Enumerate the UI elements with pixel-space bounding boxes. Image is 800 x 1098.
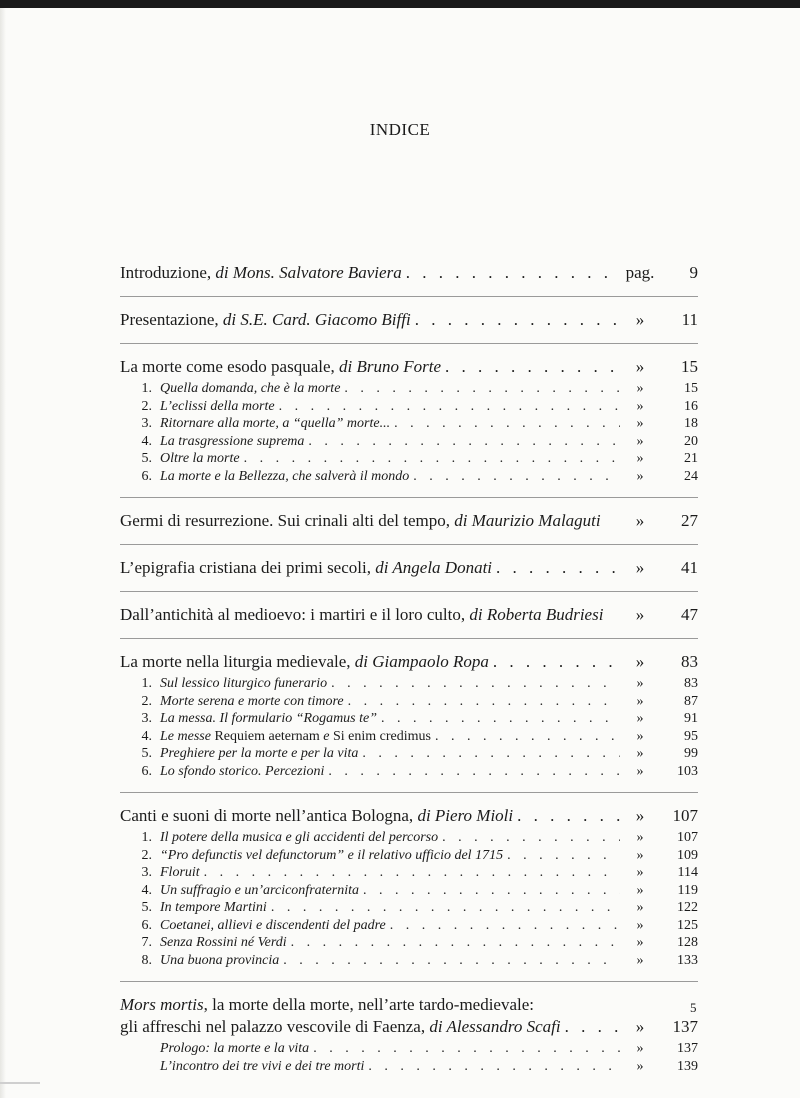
toc-entry	[120, 510, 698, 532]
entry-title: La morte come esodo pasquale, di Bruno Forte	[120, 357, 442, 376]
subentry-number: 3.	[141, 865, 152, 880]
subentry-title: Il potere della musica e gli accidenti del percorso	[160, 830, 439, 845]
page-number: 11	[681, 310, 698, 329]
page-number: 24	[684, 468, 698, 484]
page-number: 16	[684, 398, 698, 414]
subentry-title: Lo sfondo storico. Percezioni	[160, 763, 325, 779]
page-prefix: »	[636, 952, 644, 968]
page-number: 128	[677, 935, 698, 950]
page-prefix: »	[636, 693, 644, 709]
page-prefix: »	[635, 1017, 645, 1036]
page-prefix: »	[635, 558, 645, 577]
page-prefix: »	[636, 935, 644, 950]
page-number: 137	[672, 1017, 698, 1036]
toc-entry	[120, 557, 698, 579]
page-number: 95	[684, 728, 698, 744]
subentry-number: 7.	[141, 935, 152, 950]
subentry-number: 5.	[141, 900, 152, 915]
subentry-title: Ritornare alla morte, a “quella” morte...	[160, 416, 391, 431]
leader-dots	[565, 1016, 620, 1038]
toc-entry	[120, 356, 698, 378]
scan-mark	[0, 1082, 40, 1084]
divider	[120, 792, 698, 793]
leader-dots	[493, 651, 620, 673]
leader-dots	[496, 557, 620, 579]
toc-entry	[120, 651, 698, 673]
subentry-number: 1.	[141, 381, 152, 396]
page-title: INDICE	[369, 120, 431, 139]
leader-dots	[368, 1058, 620, 1076]
toc-subentry	[120, 917, 698, 935]
subentry-number: 6.	[141, 763, 152, 779]
leader-dots	[283, 952, 620, 970]
divider	[120, 497, 698, 498]
entry-title: Dall’antichità al medioevo: i martiri e il loro culto, di Roberta Budriesi	[120, 605, 604, 624]
subentry-title: La trasgressione suprema	[160, 433, 305, 449]
subentry-title: Un suffragio e un’arciconfraternita	[160, 882, 359, 898]
toc-subentry	[120, 693, 698, 711]
entry-title: Presentazione, di S.E. Card. Giacomo Biffi	[120, 310, 411, 329]
subentry-title: “Pro defunctis vel defunctorum” e il relativo ufficio del 1715	[160, 847, 504, 863]
subentry-number: 5.	[141, 746, 152, 761]
page-prefix: »	[636, 468, 644, 484]
page-number: 133	[677, 952, 698, 968]
subentry-title: Morte serena e morte con timore	[160, 693, 344, 709]
subentry-number: 5.	[141, 451, 152, 466]
toc-subentry	[120, 398, 698, 416]
page-number: 15	[684, 381, 698, 396]
toc-entry	[120, 309, 698, 331]
toc-subentry	[120, 882, 698, 900]
page-prefix: »	[636, 763, 644, 779]
toc-subentry	[120, 864, 698, 882]
page-number: 83	[684, 676, 698, 691]
subentry-title: Le messe Requiem aeternam e Si enim credimus	[160, 728, 431, 744]
page-prefix: »	[635, 605, 645, 624]
page-number: 21	[684, 451, 698, 466]
toc-subentry	[120, 380, 698, 398]
page-number: 41	[681, 558, 698, 577]
page-number: 15	[681, 357, 698, 376]
toc-entry	[120, 1016, 698, 1038]
page-number: 103	[677, 763, 698, 779]
leader-dots	[271, 899, 620, 917]
divider	[120, 981, 698, 982]
sub-entries	[120, 829, 698, 969]
leader-dots	[363, 882, 620, 900]
table-of-contents	[120, 262, 698, 1075]
toc-entry-line1	[120, 994, 698, 1016]
toc-subentry	[120, 1058, 698, 1076]
top-edge-bar	[0, 0, 800, 8]
subentry-title: Preghiere per la morte e per la vita	[160, 746, 359, 761]
toc-subentry	[120, 433, 698, 451]
subentry-title: Una buona provincia	[160, 952, 280, 968]
leader-dots	[244, 450, 620, 468]
divider	[120, 544, 698, 545]
page-prefix: »	[636, 917, 644, 933]
subentry-title: Prologo: la morte e la vita	[160, 1041, 310, 1056]
page-shadow	[0, 8, 6, 1098]
toc-subentry	[120, 899, 698, 917]
page-prefix: »	[636, 451, 644, 466]
page-prefix: »	[636, 433, 644, 449]
sub-entries	[120, 380, 698, 485]
page-prefix: »	[636, 711, 644, 726]
subentry-title: Quella domanda, che è la morte	[160, 381, 341, 396]
page-prefix: »	[636, 830, 644, 845]
subentry-title: Oltre la morte	[160, 451, 240, 466]
entry-title: L’epigrafia cristiana dei primi secoli, di Angela Donati	[120, 558, 493, 577]
page-number: 109	[677, 847, 698, 863]
page-prefix: »	[636, 398, 644, 414]
page-number: 18	[684, 416, 698, 431]
toc-entry	[120, 604, 698, 626]
sub-entries	[120, 675, 698, 780]
page-prefix: »	[636, 882, 644, 898]
leader-dots	[435, 728, 620, 746]
subentry-title: L’eclissi della morte	[160, 398, 275, 414]
leader-dots	[348, 693, 620, 711]
page-prefix: »	[636, 1041, 644, 1056]
divider	[120, 296, 698, 297]
leader-dots	[279, 398, 620, 416]
page-number: 87	[684, 693, 698, 709]
page-number: 27	[681, 511, 698, 530]
page-prefix: »	[635, 652, 645, 671]
leader-dots	[331, 675, 620, 693]
page-number: 125	[677, 917, 698, 933]
toc-subentry	[120, 934, 698, 952]
page-prefix: »	[636, 746, 644, 761]
subentry-number: 2.	[141, 693, 152, 709]
page-number: 9	[689, 263, 698, 282]
page-number: 99	[684, 746, 698, 761]
page-prefix: »	[636, 728, 644, 744]
page-prefix: »	[636, 865, 644, 880]
subentry-title: La messa. Il formulario “Rogamus te”	[160, 711, 378, 726]
page-prefix: »	[636, 1058, 644, 1074]
page-number: 91	[684, 711, 698, 726]
page-prefix: »	[635, 357, 645, 376]
leader-dots	[413, 468, 620, 486]
page-number: 107	[672, 806, 698, 825]
divider	[120, 343, 698, 344]
leader-dots	[291, 934, 620, 952]
page-prefix: »	[636, 900, 644, 915]
subentry-title: Coetanei, allievi e discendenti del padre	[160, 917, 386, 933]
toc-subentry	[120, 829, 698, 847]
subentry-title: La morte e la Bellezza, che salverà il mondo	[160, 468, 410, 484]
leader-dots	[344, 380, 620, 398]
page-number: 119	[677, 882, 698, 898]
page-prefix: »	[636, 847, 644, 863]
subentry-title: Senza Rossini né Verdi	[160, 935, 287, 950]
page-prefix: »	[635, 806, 645, 825]
sub-entries	[120, 1040, 698, 1075]
subentry-number: 2.	[141, 847, 152, 863]
toc-subentry	[120, 763, 698, 781]
leader-dots	[390, 917, 620, 935]
entry-title: Introduzione, di Mons. Salvatore Baviera	[120, 263, 402, 282]
page-prefix: »	[635, 310, 645, 329]
page-number: 114	[677, 865, 698, 880]
leader-dots	[381, 710, 620, 728]
leader-dots	[442, 829, 620, 847]
toc-subentry	[120, 710, 698, 728]
subentry-title: Sul lessico liturgico funerario	[160, 676, 328, 691]
toc-entry	[120, 262, 698, 284]
subentry-number: 2.	[141, 398, 152, 414]
toc-subentry	[120, 415, 698, 433]
leader-dots	[308, 433, 620, 451]
page-number: 83	[681, 652, 698, 671]
page-prefix: »	[636, 381, 644, 396]
toc-subentry	[120, 675, 698, 693]
leader-dots	[517, 805, 620, 827]
leader-dots	[328, 763, 620, 781]
entry-title: Canti e suoni di morte nell’antica Bologna, di Piero Mioli	[120, 806, 514, 825]
leader-dots	[204, 864, 620, 882]
divider	[120, 591, 698, 592]
toc-subentry	[120, 728, 698, 746]
divider	[120, 638, 698, 639]
subentry-title: Floruit	[160, 865, 200, 880]
leader-dots	[406, 262, 620, 284]
leader-dots	[394, 415, 620, 433]
page-prefix: »	[636, 416, 644, 431]
entry-title-line1: Mors mortis, la morte della morte, nell’arte tardo-medievale:	[120, 995, 535, 1014]
subentry-number: 4.	[141, 728, 152, 744]
page-number: 139	[677, 1058, 698, 1074]
toc-subentry	[120, 468, 698, 486]
page-number: 47	[681, 605, 698, 624]
entry-title: La morte nella liturgia medievale, di Giampaolo Ropa	[120, 652, 489, 671]
page-number: 20	[684, 433, 698, 449]
leader-dots	[313, 1040, 620, 1058]
leader-dots	[362, 745, 620, 763]
leader-dots	[445, 356, 620, 378]
toc-subentry	[120, 952, 698, 970]
toc-subentry	[120, 847, 698, 865]
page-prefix: »	[635, 511, 645, 530]
subentry-number: 4.	[141, 433, 152, 449]
leader-dots	[507, 847, 620, 865]
subentry-title: L’incontro dei tre vivi e dei tre morti	[160, 1058, 365, 1074]
page-number: 137	[677, 1041, 698, 1056]
subentry-number: 8.	[141, 952, 152, 968]
subentry-number: 6.	[141, 468, 152, 484]
entry-title: gli affreschi nel palazzo vescovile di Faenza, di Alessandro Scafi	[120, 1017, 561, 1036]
subentry-title: In tempore Martini	[160, 900, 267, 915]
page-prefix: pag.	[625, 263, 655, 282]
leader-dots	[415, 309, 620, 331]
subentry-number: 4.	[141, 882, 152, 898]
toc-entry	[120, 805, 698, 827]
page-number: 122	[677, 900, 698, 915]
subentry-number: 6.	[141, 917, 152, 933]
toc-subentry	[120, 1040, 698, 1058]
subentry-number: 1.	[141, 676, 152, 691]
toc-subentry	[120, 450, 698, 468]
entry-title: Germi di resurrezione. Sui crinali alti del tempo, di Maurizio Malaguti	[120, 511, 601, 530]
folio-page-number: 5	[690, 1000, 697, 1015]
subentry-number: 3.	[141, 416, 152, 431]
subentry-number: 3.	[141, 711, 152, 726]
page-prefix: »	[636, 676, 644, 691]
subentry-number: 1.	[141, 830, 152, 845]
toc-subentry	[120, 745, 698, 763]
page-number: 107	[677, 830, 698, 845]
